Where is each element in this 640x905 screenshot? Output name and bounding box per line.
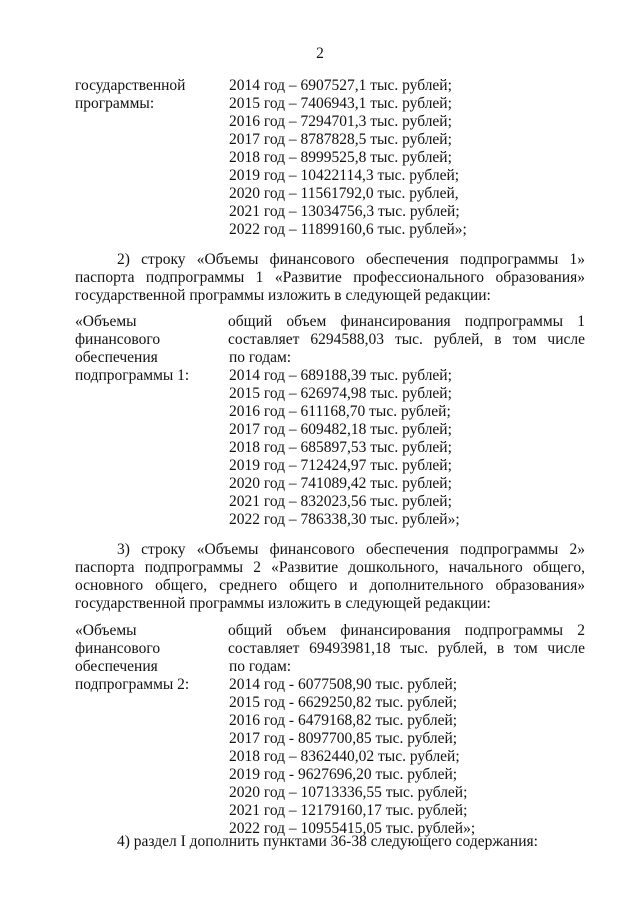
- block3-year-line: 2017 год - 8097700,85 тыс. рублей;: [229, 730, 458, 747]
- block1-label-line: программы:: [75, 95, 155, 112]
- block1-year-line: 2022 год – 11899160,6 тыс. рублей»;: [229, 221, 467, 238]
- block2-label-line: «Объемы: [75, 313, 137, 330]
- block2-year-line: 2017 год – 609482,18 тыс. рублей;: [229, 421, 452, 438]
- block3-year-line: 2021 год – 12179160,17 тыс. рублей;: [229, 802, 468, 819]
- block2-year-line: 2020 год – 741089,42 тыс. рублей;: [229, 475, 452, 492]
- block2-label-line: финансового: [75, 331, 161, 348]
- block2-year-line: 2019 год – 712424,97 тыс. рублей;: [229, 457, 452, 474]
- block1-label-line: государственной: [75, 77, 186, 94]
- block3-label-line: подпрограммы 2:: [75, 676, 190, 693]
- block2-year-line: 2016 год – 611168,70 тыс. рублей;: [229, 403, 451, 420]
- block2-label-line: обеспечения: [75, 349, 158, 366]
- block1-year-line: 2020 год – 11561792,0 тыс. рублей,: [229, 185, 459, 202]
- block3-year-line: 2016 год - 6479168,82 тыс. рублей;: [229, 712, 458, 729]
- block1-year-line: 2017 год – 8787828,5 тыс. рублей;: [229, 131, 452, 148]
- block3-year-line: 2018 год – 8362440,02 тыс. рублей;: [229, 748, 460, 765]
- block3-year-line: 2019 год - 9627696,20 тыс. рублей;: [229, 766, 458, 783]
- block1-year-line: 2015 год – 7406943,1 тыс. рублей;: [229, 95, 452, 112]
- block2-year-line: 2021 год – 832023,56 тыс. рублей;: [229, 493, 452, 510]
- block3-label-line: финансового: [75, 640, 161, 657]
- block2-year-line: 2018 год – 685897,53 тыс. рублей;: [229, 439, 452, 456]
- block3-intro-line: составляет 69493981,18 тыс. рублей, в том числе: [228, 640, 585, 657]
- block3-year-line: 2015 год - 6629250,82 тыс. рублей;: [229, 694, 458, 711]
- para3-line: паспорта подпрограммы 2 «Развитие дошкольного, начального общего,: [75, 559, 585, 576]
- block1-year-line: 2019 год – 10422114,3 тыс. рублей;: [229, 167, 460, 184]
- para3-line: основного общего, среднего общего и дополнительного образования»: [75, 577, 585, 594]
- block2-year-line: 2015 год – 626974,98 тыс. рублей;: [229, 385, 452, 402]
- block3-intro-line: по годам:: [229, 658, 292, 675]
- para3-line: 3) строку «Объемы финансового обеспечения подпрограммы 2»: [117, 541, 585, 558]
- block2-intro-line: общий объем финансирования подпрограммы 1: [228, 313, 585, 330]
- block1-year-line: 2014 год – 6907527,1 тыс. рублей;: [229, 77, 452, 94]
- block3-label-line: обеспечения: [75, 658, 158, 675]
- block2-year-line: 2022 год – 786338,30 тыс. рублей»;: [229, 511, 460, 528]
- block3-year-line: 2020 год – 10713336,55 тыс. рублей;: [229, 784, 468, 801]
- para3-line: государственной программы изложить в следующей редакции:: [75, 595, 491, 612]
- block3-year-line: 2014 год - 6077508,90 тыс. рублей;: [229, 676, 458, 693]
- block2-year-line: 2014 год – 689188,39 тыс. рублей;: [229, 367, 452, 384]
- block2-intro-line: составляет 6294588,03 тыс. рублей, в том числе: [228, 331, 585, 348]
- block2-intro-line: по годам:: [229, 349, 292, 366]
- page-number: 2: [316, 45, 324, 62]
- block1-year-line: 2021 год – 13034756,3 тыс. рублей;: [229, 203, 460, 220]
- para4-line: 4) раздел I дополнить пунктами 36-38 следующего содержания:: [117, 833, 538, 850]
- block3-label-line: «Объемы: [75, 622, 137, 639]
- block3-year-line: 2022 год – 10955415,05 тыс. рублей»;: [229, 820, 476, 837]
- para2-line: государственной программы изложить в следующей редакции:: [75, 287, 491, 304]
- para2-line: паспорта подпрограммы 1 «Развитие профессионального образования»: [75, 269, 585, 286]
- block3-intro-line: общий объем финансирования подпрограммы 2: [228, 622, 585, 639]
- block1-year-line: 2016 год – 7294701,3 тыс. рублей;: [229, 113, 452, 130]
- block1-year-line: 2018 год – 8999525,8 тыс. рублей;: [229, 149, 452, 166]
- block2-label-line: подпрограммы 1:: [75, 367, 190, 384]
- para2-line: 2) строку «Объемы финансового обеспечения подпрограммы 1»: [117, 251, 585, 268]
